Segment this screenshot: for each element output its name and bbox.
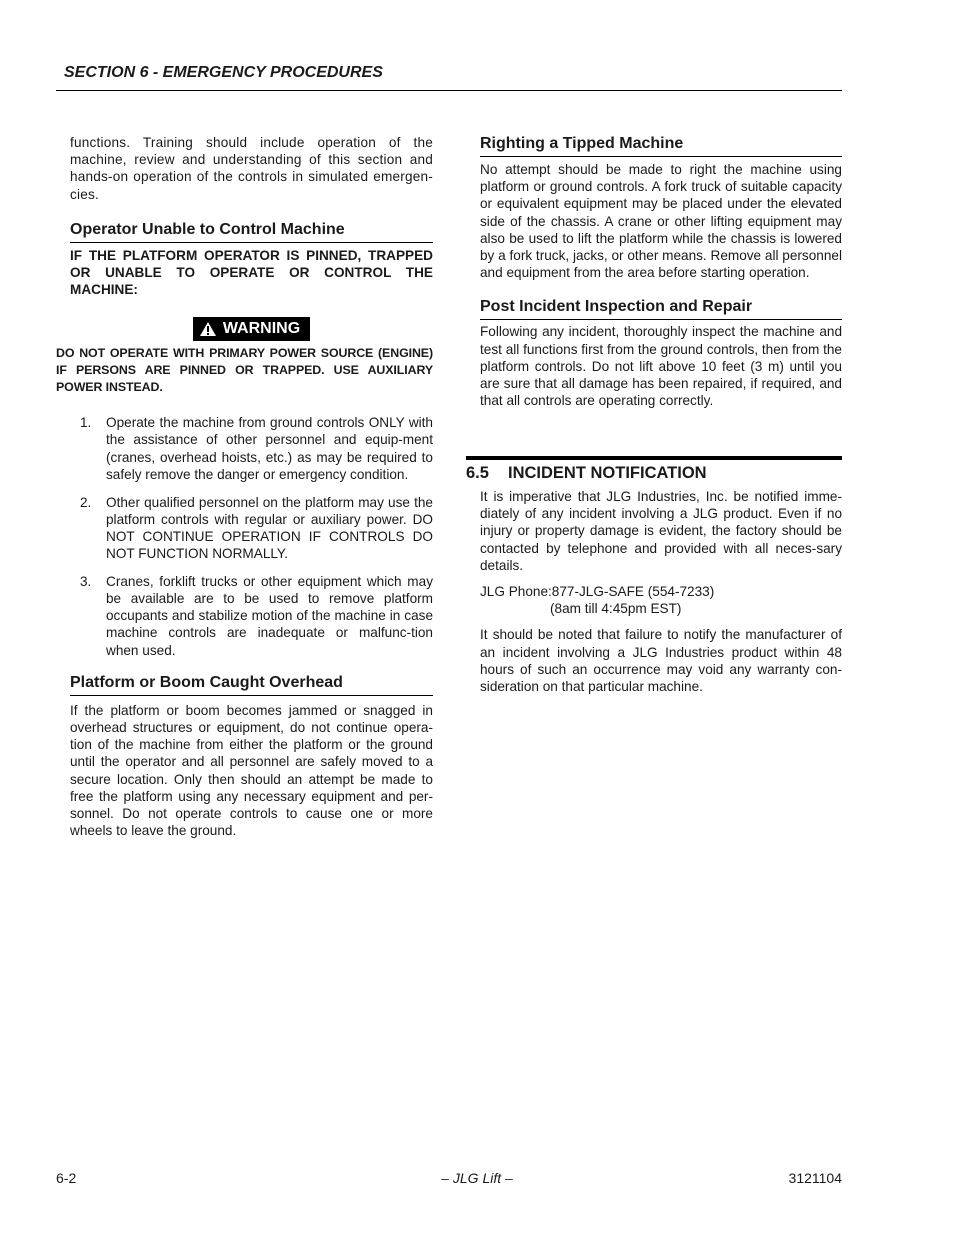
left-column xyxy=(56,134,433,840)
inspection-heading: Post Incident Inspection and Repair xyxy=(480,297,842,320)
list-item xyxy=(70,414,433,483)
section-bar xyxy=(466,456,842,460)
righting-heading: Righting a Tipped Machine xyxy=(480,134,842,157)
section-header-title: SECTION 6 - EMERGENCY PROCEDURES xyxy=(64,64,383,81)
phone-line: JLG Phone:877-JLG-SAFE (554-7233) xyxy=(480,584,715,600)
section-number: 6.5 xyxy=(466,464,489,482)
phone-hours: (8am till 4:45pm EST) xyxy=(550,601,682,617)
right-column xyxy=(480,134,842,409)
list-item xyxy=(70,494,433,563)
doc-number: 3121104 xyxy=(788,1170,842,1186)
warning-badge xyxy=(193,317,310,341)
operator-caps-paragraph: IF THE PLATFORM OPERATOR IS PINNED, TRAPPED OR UNABLE TO OPERATE OR CONTROL THE MACHINE: xyxy=(70,247,433,298)
step-text: Other qualified personnel on the platform may use the platform controls with regular or auxiliary power. DO NOT CONTINUE OPERATION IF CONTROLS DO NOT FUNCTION NORMALLY. xyxy=(106,494,433,562)
step-text: Operate the machine from ground controls ONLY with the assistance of other personnel and equip-ment (cranes, overhead hoists, etc.) as may be required to safely remove the danger or emergency condition. xyxy=(106,415,433,482)
righting-paragraph: No attempt should be made to right the machine using platform or ground controls. A fork truck of suitable capacity or equivalent equipment may be placed under the elevated side of the chassis. A crane or other lifting equipment may also be used to lift the platform while the chassis is lowered by a fork truck, jacks, or other means. Remove all personnel and equipment from the area before starting operation. xyxy=(480,162,842,281)
inspection-paragraph: Following any incident, thoroughly inspect the machine and test all functions first from the ground controls, then from the platform controls. Do not lift above 10 feet (3 m) until you are sure that all damage has been repaired, if required, and that all controls are operating correctly. xyxy=(480,324,842,409)
step-text: Cranes, forklift trucks or other equipment which may be available are to be used to remove platform occupants and stabilize motion of the machine in case machine controls are inadequate or malfunc-tion when used. xyxy=(106,573,433,658)
operator-unable-heading: Operator Unable to Control Machine xyxy=(70,220,433,243)
page-number: 6-2 xyxy=(56,1170,77,1186)
footer-brand: – JLG Lift – xyxy=(441,1170,513,1186)
warning-banner xyxy=(70,317,433,341)
list-item xyxy=(70,573,433,659)
section-heading xyxy=(466,462,842,484)
warning-label: WARNING xyxy=(222,320,301,338)
header-rule xyxy=(56,90,842,91)
step-number: 1. xyxy=(80,415,92,431)
warning-triangle-icon xyxy=(199,321,217,337)
section-title: INCIDENT NOTIFICATION xyxy=(508,464,707,482)
phone-block xyxy=(480,583,842,617)
intro-paragraph: functions. Training should include operation of the machine, review and understanding of this section and hands-on operation of the controls in simulated emergen-cies. xyxy=(70,135,433,202)
incident-notification-section xyxy=(466,456,842,695)
overhead-heading: Platform or Boom Caught Overhead xyxy=(70,673,433,696)
warning-text: DO NOT OPERATE WITH PRIMARY POWER SOURCE (ENGINE) IF PERSONS ARE PINNED OR TRAPPED. USE AUXILIARY POWER INSTEAD. xyxy=(56,345,433,395)
step-number: 2. xyxy=(80,494,92,510)
step-number: 3. xyxy=(80,573,92,589)
overhead-paragraph: If the platform or boom becomes jammed or snagged in overhead structures or equipment, do not continue opera-tion of the machine from either the platform or the ground until the operator and all personnel are safely moved to a secure location. Only then should an attempt be made to free the platform using any necessary equipment and per-sonnel. Do not operate controls to cause one or more wheels to leave the ground. xyxy=(70,702,433,839)
procedure-steps xyxy=(70,414,433,659)
incident-body xyxy=(480,488,842,695)
warranty-paragraph: It should be noted that failure to notify the manufacturer of an incident involving a JLG Industries product within 48 hours of such an occurrence may void any warranty con-sideration on that particular machine. xyxy=(480,627,842,695)
notify-paragraph: It is imperative that JLG Industries, Inc. be notified imme-diately of any incident involving a JLG product. Even if no injury or property damage is evident, the factory should be contacted by telephone and provided with all neces-sary details. xyxy=(480,489,842,573)
